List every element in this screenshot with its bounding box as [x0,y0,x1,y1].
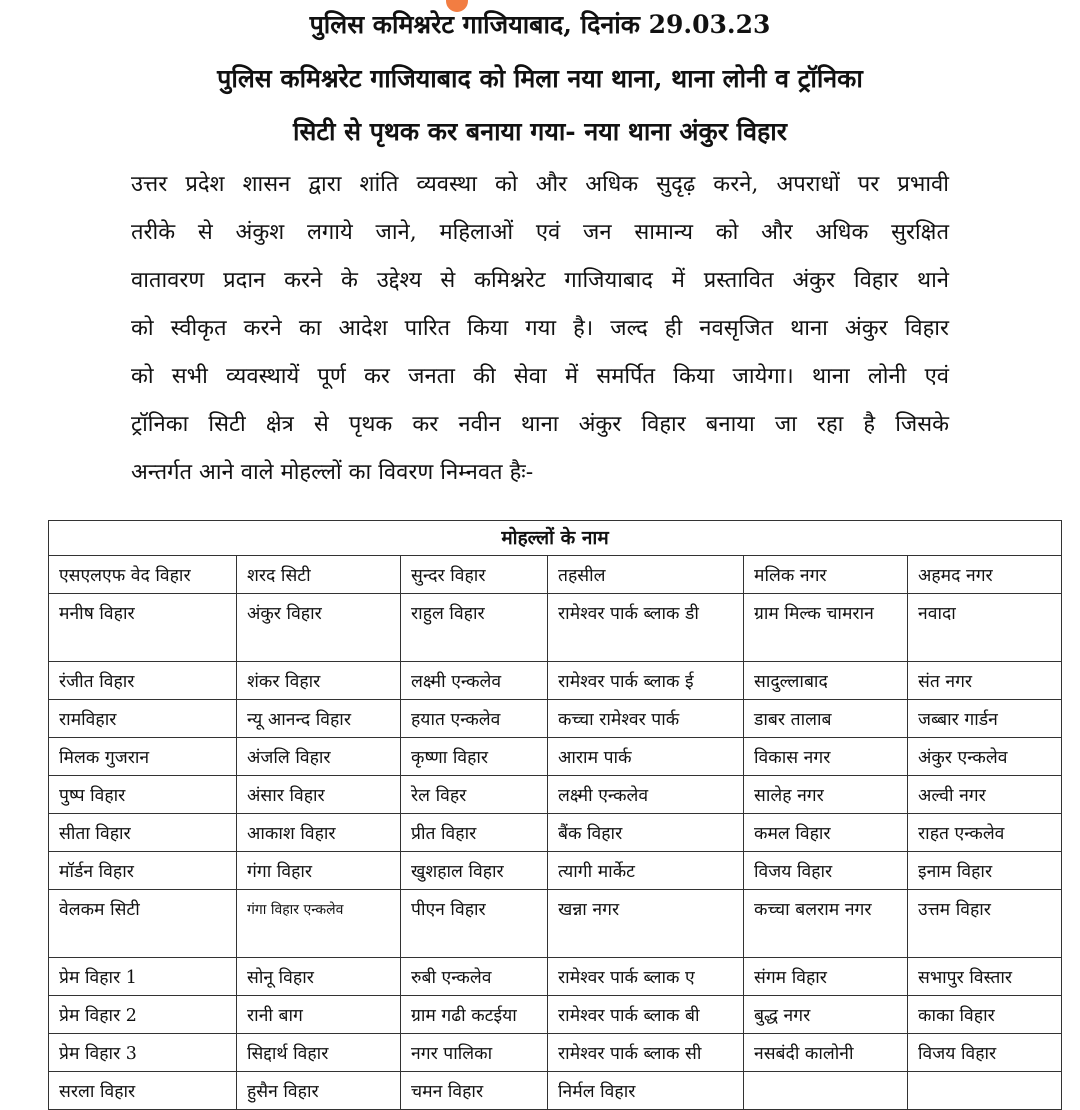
table-cell: जब्बार गार्डन [908,700,1062,738]
body-line-5: को सभी व्यवस्थायें पूर्ण कर जनता की सेवा में समर्पित किया जायेगा। थाना लोनी एवं [131,364,949,389]
body-line-3: वातावरण प्रदान करने के उद्देश्य से कमिश्नरेट गाजियाबाद में प्रस्तावित अंकुर विहार थाने [131,268,949,293]
table-cell: शंकर विहार [237,662,401,700]
table-row [49,594,1062,662]
table-row [49,852,1062,890]
table-cell: डाबर तालाब [744,700,908,738]
table-cell: मनीष विहार [49,594,237,662]
table-row [49,662,1062,700]
table-cell: सुन्दर विहार [401,556,548,594]
body-line-6: ट्रॉनिका सिटी क्षेत्र से पृथक कर नवीन थाना अंकुर विहार बनाया जा रहा है जिसके [131,412,949,437]
header-line-2: पुलिस कमिश्नरेट गाजियाबाद को मिला नया थाना, थाना लोनी व ट्रॉनिका [217,64,863,93]
table-cell: ग्राम मिल्क चामरान [744,594,908,662]
table-cell: हुसैन विहार [237,1072,401,1110]
table-cell: आकाश विहार [237,814,401,852]
table-cell: तहसील [548,556,744,594]
body-line-2: तरीके से अंकुश लगाये जाने, महिलाओं एवं जन सामान्य को और अधिक सुरक्षित [131,220,949,245]
table-cell: मॉर्डन विहार [49,852,237,890]
table-cell: उत्तम विहार [908,890,1062,958]
table-cell: गंगा विहार [237,852,401,890]
table-cell: सीता विहार [49,814,237,852]
table-cell: रामेश्वर पार्क ब्लाक ई [548,662,744,700]
table-row [49,958,1062,996]
table-cell: रामविहार [49,700,237,738]
table-cell: अंसार विहार [237,776,401,814]
table-row [49,1072,1062,1110]
table-cell: नवादा [908,594,1062,662]
table-cell [908,1072,1062,1110]
table-row [49,738,1062,776]
table-cell: सिद्दार्थ विहार [237,1034,401,1072]
table-cell: सोनू विहार [237,958,401,996]
table-cell: कच्चा बलराम नगर [744,890,908,958]
table-title-row [49,521,1062,556]
table-cell: नसबंदी कालोनी [744,1034,908,1072]
table-cell: विजय विहार [744,852,908,890]
table-cell: प्रेम विहार 1 [49,958,237,996]
table-cell: निर्मल विहार [548,1072,744,1110]
table-cell: रामेश्वर पार्क ब्लाक डी [548,594,744,662]
table-cell: प्रेम विहार 3 [49,1034,237,1072]
table-cell: बुद्ध नगर [744,996,908,1034]
table-cell: संत नगर [908,662,1062,700]
table-cell: रंजीत विहार [49,662,237,700]
table-cell: पीएन विहार [401,890,548,958]
table-cell: पुष्प विहार [49,776,237,814]
header-line-3: सिटी से पृथक कर बनाया गया- नया थाना अंकुर विहार [292,117,788,146]
table-title: मोहल्लों के नाम [49,521,1062,556]
table-cell: वेलकम सिटी [49,890,237,958]
table-cell: राहुल विहार [401,594,548,662]
body-line-7: अन्तर्गत आने वाले मोहल्लों का विवरण निम्नवत हैः- [131,460,534,485]
table-cell: आराम पार्क [548,738,744,776]
table-row [49,776,1062,814]
table-cell: अंकुर विहार [237,594,401,662]
table-cell: शरद सिटी [237,556,401,594]
table-cell: सरला विहार [49,1072,237,1110]
table-row [49,700,1062,738]
table-cell: कमल विहार [744,814,908,852]
table-cell: त्यागी मार्केट [548,852,744,890]
table-cell: अंकुर एन्कलेव [908,738,1062,776]
table-row [49,814,1062,852]
table-cell: रेल विहर [401,776,548,814]
table-cell: विकास नगर [744,738,908,776]
table-cell: न्यू आनन्द विहार [237,700,401,738]
table-row [49,1034,1062,1072]
body-line-4: को स्वीकृत करने का आदेश पारित किया गया है। जल्द ही नवसृजित थाना अंकुर विहार [131,316,949,341]
table-cell: अल्वी नगर [908,776,1062,814]
table-cell: एसएलएफ वेद विहार [49,556,237,594]
table-cell: खुशहाल विहार [401,852,548,890]
table-cell: रामेश्वर पार्क ब्लाक बी [548,996,744,1034]
table-cell: चमन विहार [401,1072,548,1110]
table-cell: प्रेम विहार 2 [49,996,237,1034]
table-cell: खन्ना नगर [548,890,744,958]
table-cell: कृष्णा विहार [401,738,548,776]
table-cell: लक्ष्मी एन्कलेव [401,662,548,700]
table-row [49,556,1062,594]
table-cell: इनाम विहार [908,852,1062,890]
table-cell: कच्चा रामेश्वर पार्क [548,700,744,738]
table-cell: काका विहार [908,996,1062,1034]
table-cell: गंगा विहार एन्कलेव [237,890,401,958]
table-cell: रुबी एन्कलेव [401,958,548,996]
table-cell: राहत एन्कलेव [908,814,1062,852]
table-cell: मिलक गुजरान [49,738,237,776]
table-cell [744,1072,908,1110]
table-cell: संगम विहार [744,958,908,996]
table-cell: ग्राम गढी कटईया [401,996,548,1034]
table-cell: विजय विहार [908,1034,1062,1072]
table-cell: रानी बाग [237,996,401,1034]
table-cell: अहमद नगर [908,556,1062,594]
table-cell: रामेश्वर पार्क ब्लाक ए [548,958,744,996]
table-cell: सालेह नगर [744,776,908,814]
table-row [49,996,1062,1034]
table-cell: हयात एन्कलेव [401,700,548,738]
table-cell: रामेश्वर पार्क ब्लाक सी [548,1034,744,1072]
mohalla-table [48,520,1062,1110]
table-cell: बैंक विहार [548,814,744,852]
table-cell: सभापुर विस्तार [908,958,1062,996]
body-line-1: उत्तर प्रदेश शासन द्वारा शांति व्यवस्था को और अधिक सुदृढ़ करने, अपराधों पर प्रभावी [131,172,949,197]
table-cell: प्रीत विहार [401,814,548,852]
header-line-1: पुलिस कमिश्नरेट गाजियाबाद, दिनांक 29.03.23 [309,10,771,39]
table-row [49,890,1062,958]
table-cell: सादुल्लाबाद [744,662,908,700]
table-cell: अंजलि विहार [237,738,401,776]
table-cell: मलिक नगर [744,556,908,594]
table-cell: लक्ष्मी एन्कलेव [548,776,744,814]
table-cell: नगर पालिका [401,1034,548,1072]
